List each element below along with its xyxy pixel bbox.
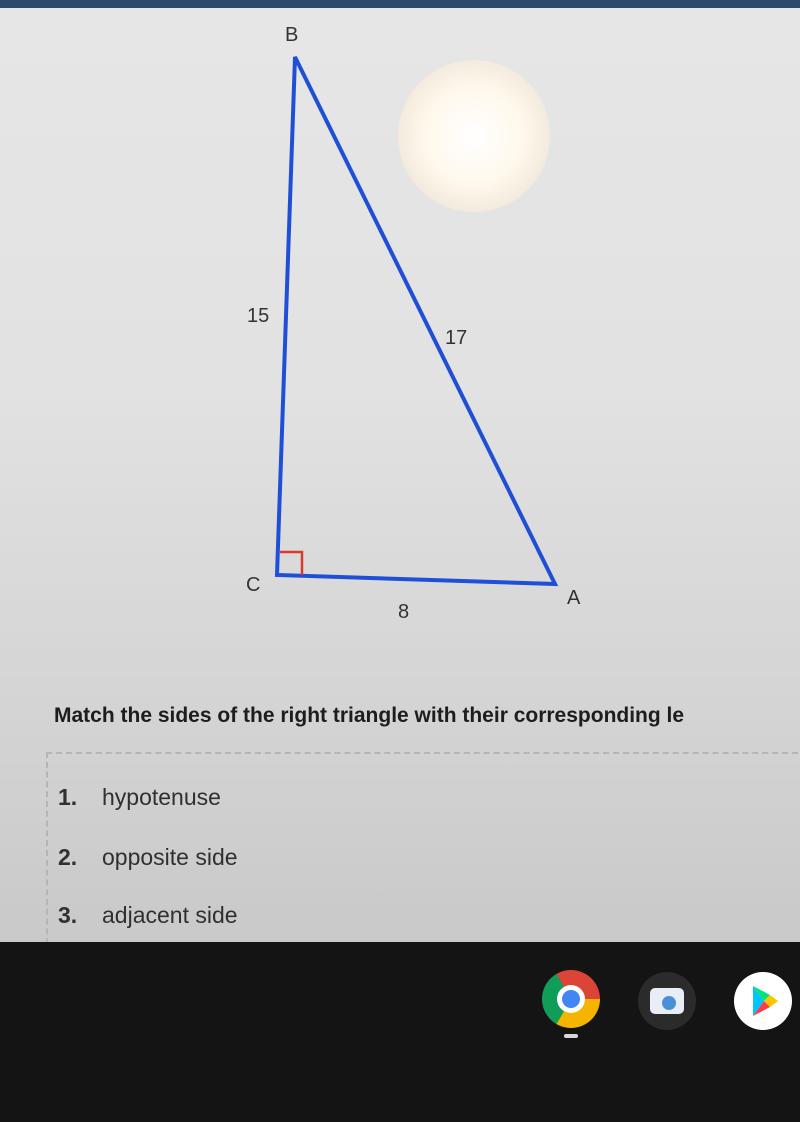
match-item-number: 1. xyxy=(58,784,78,810)
question-prompt: Match the sides of the right triangle with their corresponding le xyxy=(54,704,685,727)
running-indicator xyxy=(564,1034,578,1038)
side-label-bc: 15 xyxy=(247,305,270,327)
vertex-label-b: B xyxy=(285,24,299,46)
match-item-text: opposite side xyxy=(102,844,238,870)
camera-icon[interactable] xyxy=(638,972,696,1030)
side-label-ca: 8 xyxy=(398,601,410,623)
right-angle-marker xyxy=(280,552,302,575)
play-store-glyph xyxy=(734,972,792,1030)
match-item-number: 2. xyxy=(58,844,78,870)
match-item-number: 3. xyxy=(58,902,78,928)
vertex-label-a: A xyxy=(567,587,581,609)
match-item-text: adjacent side xyxy=(102,902,238,928)
vertex-label-c: C xyxy=(246,574,261,596)
triangle-shape xyxy=(277,57,555,584)
match-item-text: hypotenuse xyxy=(102,784,221,810)
match-item-adjacent-side[interactable] xyxy=(58,902,238,938)
camera-lens xyxy=(660,994,678,1012)
camera-body xyxy=(650,988,684,1014)
screen-bezel xyxy=(0,0,800,8)
shelf xyxy=(0,942,800,1122)
side-label-ab: 17 xyxy=(445,327,468,349)
right-triangle-diagram xyxy=(0,8,800,708)
chrome-icon[interactable] xyxy=(542,970,600,1028)
match-item-hypotenuse[interactable] xyxy=(58,784,221,820)
match-list xyxy=(46,752,800,942)
play-store-icon[interactable] xyxy=(734,972,792,1030)
quiz-page xyxy=(0,8,800,942)
match-item-opposite-side[interactable] xyxy=(58,844,238,880)
